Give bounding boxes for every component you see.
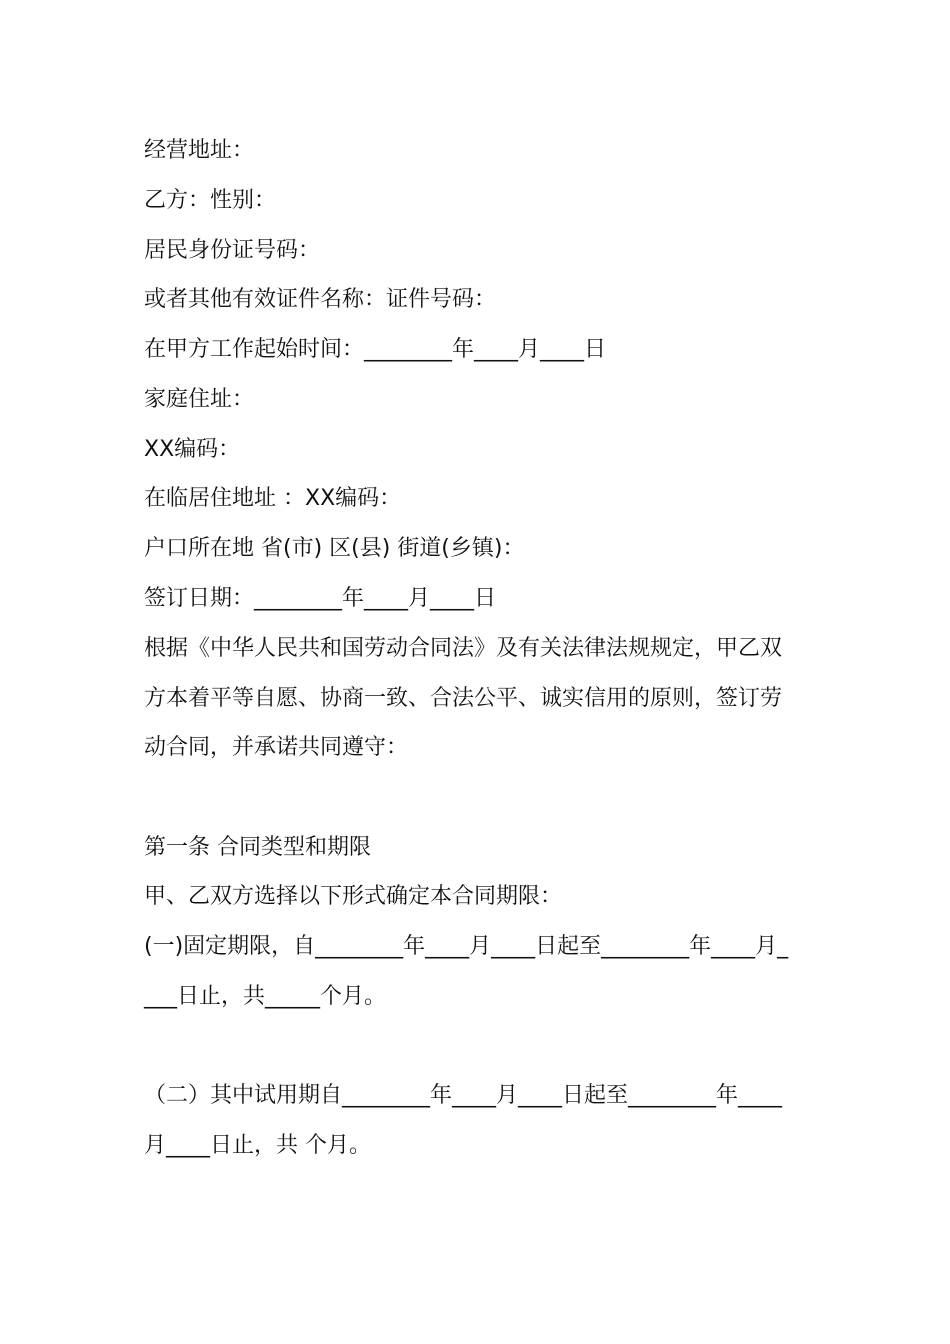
- fixed-term-line-1: (一)固定期限，自________年____月____日起至________年____月_: [144, 934, 789, 959]
- term-intro-line: 甲、乙双方选择以下形式确定本合同期限：: [144, 884, 563, 909]
- household-registration-line: 户口所在地 省(市) 区(县) 街道(乡镇)：: [144, 536, 525, 561]
- fixed-term-line-2: ___日止，共_____个月。: [144, 984, 387, 1009]
- start-date-line: 在甲方工作起始时间：________年____月____日: [144, 337, 607, 362]
- business-address-line: 经营地址：: [144, 138, 255, 163]
- home-address-line: 家庭住址：: [144, 387, 255, 412]
- probation-line-1: （二）其中试用期自________年____月____日起至________年____: [144, 1083, 783, 1108]
- preamble-line-2: 方本着平等自愿、协商一致、合法公平、诚实信用的原则，签订劳: [144, 686, 783, 711]
- preamble-line-3: 动合同，并承诺共同遵守：: [144, 735, 409, 760]
- preamble-line-1: 根据《中华人民共和国劳动合同法》及有关法律法规规定，甲乙双: [144, 636, 783, 661]
- other-id-line: 或者其他有效证件名称：证件号码：: [144, 287, 497, 312]
- signing-date-line: 签订日期：________年____月____日: [144, 586, 497, 611]
- probation-line-2: 月____日止，共 个月。: [144, 1133, 371, 1158]
- id-number-line: 居民身份证号码：: [144, 238, 321, 263]
- party-b-gender-line: 乙方：性别：: [144, 188, 277, 213]
- temp-address-line: 在临居住地址 ：XX编码：: [144, 486, 402, 511]
- article-1-heading: 第一条 合同类型和期限: [144, 835, 371, 860]
- postal-code-line: XX编码：: [144, 437, 241, 462]
